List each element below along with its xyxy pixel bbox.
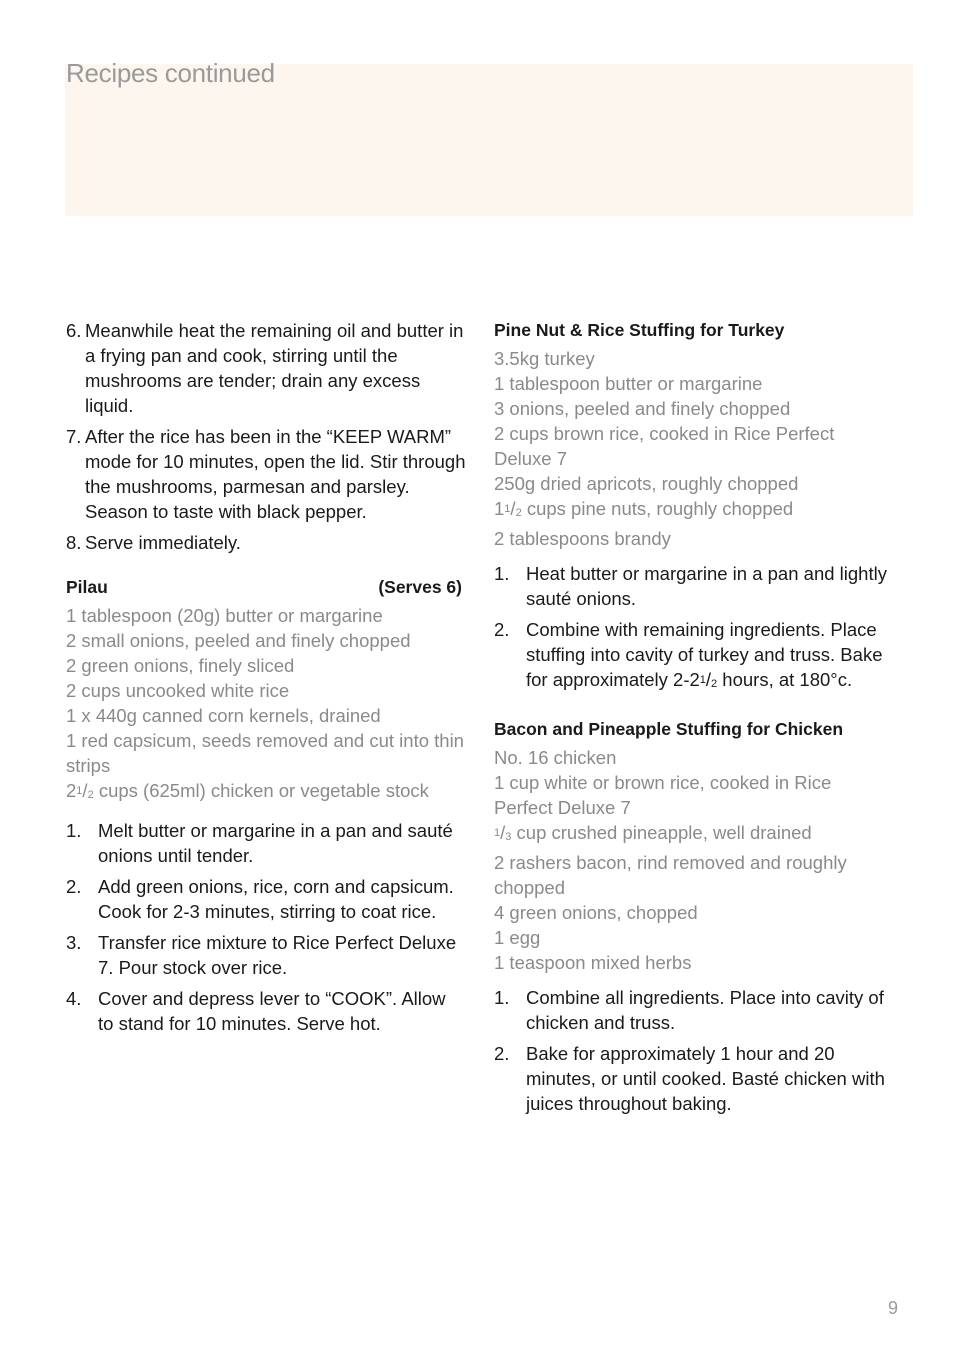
method-step — [66, 986, 466, 1036]
ingredient: 2 small onions, peeled and finely chopped — [66, 630, 411, 651]
ingredient: 1 tablespoon (20g) butter or margarine — [66, 605, 383, 626]
step-text: Add green onions, rice, corn and capsicum. Cook for 2-3 minutes, stirring to coat rice. — [98, 876, 454, 922]
step-number: 8. — [66, 532, 82, 553]
serves-label: (Serves 6) — [378, 577, 462, 597]
step-number: 7. — [66, 426, 82, 447]
ingredient: 2 cups brown rice, cooked in Rice Perfect Deluxe 7 — [494, 423, 835, 469]
ingredient: 4 green onions, chopped — [494, 902, 698, 923]
step-number: 2. — [494, 1043, 510, 1064]
ingredient: 1 cup white or brown rice, cooked in Rice Perfect Deluxe 7 — [494, 772, 832, 818]
method-step — [66, 874, 466, 924]
ingredient-list — [494, 745, 894, 975]
step-text: Melt butter or margarine in a pan and sauté onions until tender. — [98, 820, 453, 866]
ingredient: 2 rashers bacon, rind removed and roughly chopped — [494, 852, 847, 898]
step-number: 1. — [494, 563, 510, 584]
method-step — [494, 561, 894, 611]
ingredient: 21/2 cups (625ml) chicken or vegetable stock — [66, 780, 429, 801]
method-step — [66, 530, 466, 555]
step-number: 3. — [66, 932, 82, 953]
step-text: Heat butter or margarine in a pan and lightly sauté onions. — [526, 563, 887, 609]
left-column — [66, 318, 466, 1042]
ingredient: 3.5kg turkey — [494, 348, 595, 369]
recipe-title-turkey: Pine Nut & Rice Stuffing for Turkey — [494, 320, 785, 340]
ingredient: 2 tablespoons brandy — [494, 528, 671, 549]
method-step — [494, 1041, 894, 1116]
ingredient: No. 16 chicken — [494, 747, 617, 768]
method-step — [66, 318, 466, 418]
ingredient: 1 tablespoon butter or margarine — [494, 373, 763, 394]
ingredient: 1 red capsicum, seeds removed and cut into thin strips — [66, 730, 464, 776]
ingredient: 250g dried apricots, roughly chopped — [494, 473, 799, 494]
ingredient: 3 onions, peeled and finely chopped — [494, 398, 791, 419]
step-text: Serve immediately. — [85, 532, 241, 553]
ingredient-list — [494, 346, 894, 551]
page-title: Recipes continued — [66, 58, 275, 88]
ingredient: 2 cups uncooked white rice — [66, 680, 290, 701]
step-number: 1. — [494, 987, 510, 1008]
step-number: 6. — [66, 320, 82, 341]
right-column — [494, 318, 894, 1122]
method-step — [66, 930, 466, 980]
step-text: Combine all ingredients. Place into cavity of chicken and truss. — [526, 987, 884, 1033]
ingredient: 1 x 440g canned corn kernels, drained — [66, 705, 381, 726]
ingredient: 1 egg — [494, 927, 541, 948]
method-step — [66, 818, 466, 868]
step-text: Combine with remaining ingredients. Place stuffing into cavity of turkey and truss. Bake for approximately 2-21/2 hours, at 180°c. — [526, 619, 883, 690]
step-number: 2. — [66, 876, 82, 897]
step-text: Transfer rice mixture to Rice Perfect Deluxe 7. Pour stock over rice. — [98, 932, 457, 978]
recipe-title-pilau — [66, 575, 466, 600]
step-number: 1. — [66, 820, 82, 841]
method-step — [494, 617, 894, 697]
ingredient-list — [66, 603, 466, 808]
step-text: Meanwhile heat the remaining oil and butter in a frying pan and cook, stirring until the mushrooms are tender; drain any excess liquid. — [85, 320, 464, 416]
method-step — [66, 424, 466, 524]
step-text: After the rice has been in the “KEEP WARM” mode for 10 minutes, open the lid. Stir through the mushrooms, parmesan and parsley. Season to taste with black pepper. — [85, 426, 466, 522]
recipe-title-text: Pilau — [66, 577, 108, 597]
method-step — [494, 985, 894, 1035]
step-text: Cover and depress lever to “COOK”. Allow to stand for 10 minutes. Serve hot. — [98, 988, 446, 1034]
step-number: 2. — [494, 619, 510, 640]
ingredient: 11/2 cups pine nuts, roughly chopped — [494, 498, 794, 519]
ingredient: 1/3 cup crushed pineapple, well drained — [494, 822, 812, 843]
step-number: 4. — [66, 988, 82, 1009]
ingredient: 2 green onions, finely sliced — [66, 655, 295, 676]
ingredient: 1 teaspoon mixed herbs — [494, 952, 692, 973]
page-number: 9 — [888, 1298, 899, 1318]
step-text: Bake for approximately 1 hour and 20 minutes, or until cooked. Basté chicken with juices throughout baking. — [526, 1043, 885, 1114]
recipe-title-chicken: Bacon and Pineapple Stuffing for Chicken — [494, 719, 844, 739]
